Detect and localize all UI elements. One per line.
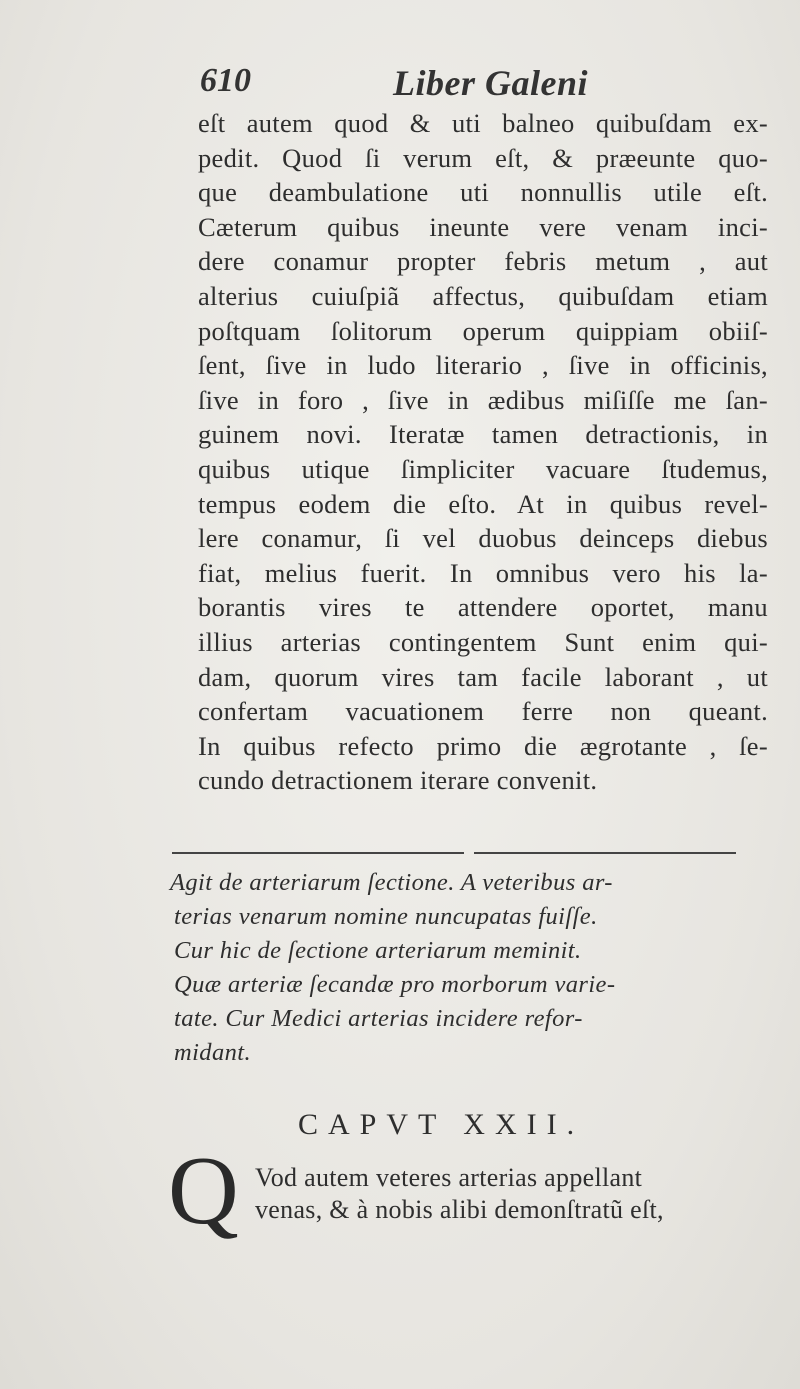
summary-line: Cur hic de ſectione arteriarum meminit. xyxy=(174,937,582,964)
page-number: 610 xyxy=(200,62,251,99)
chapter-summary xyxy=(170,866,755,1070)
text-line: confertam vacuationem ferre non queant. xyxy=(198,696,768,727)
text-line: borantis vires te attendere oportet, manu xyxy=(198,592,768,623)
text-line-last: cundo detractionem iterare convenit. xyxy=(198,765,598,796)
drop-cap: Q xyxy=(168,1137,239,1245)
summary-line: terias venarum nomine nuncupatas fuiſſe. xyxy=(174,903,598,930)
text-line: lere conamur, ſi vel duobus deinceps diebus xyxy=(198,523,768,554)
text-line: que deambulatione uti nonnullis utile eſt. xyxy=(198,177,768,208)
text-line: illius arterias contingentem Sunt enim qui- xyxy=(198,626,768,657)
text-line: ſive in foro , ſive in ædibus miſiſſe me ſan- xyxy=(198,384,768,415)
running-title: Liber Galeni xyxy=(393,63,588,103)
text-line: In quibus refecto primo die ægrotante , ſe- xyxy=(198,730,768,761)
text-line: quibus utique ſimpliciter vacuare ſtudemus, xyxy=(198,453,768,484)
chapter-heading: CAPVT XXII. xyxy=(298,1108,585,1141)
text-line: fiat, melius fuerit. In omnibus vero his la- xyxy=(198,557,768,588)
chapter-text-line: Vod autem veteres arterias appellant xyxy=(255,1163,643,1192)
main-text-block xyxy=(198,106,768,798)
text-line: guinem novi. Iteratæ tamen detractionis, in xyxy=(198,419,768,450)
text-line: poſtquam ſolitorum operum quippiam obiiſ- xyxy=(198,315,768,346)
chapter-text-block xyxy=(255,1162,795,1226)
text-line: pedit. Quod ſi verum eſt, & præeunte quo- xyxy=(198,142,768,173)
summary-line: Agit de arteriarum ſectione. A veteribus ar- xyxy=(170,869,613,896)
page-header xyxy=(188,62,648,106)
text-line: Cæterum quibus ineunte vere venam inci- xyxy=(198,211,768,242)
summary-line: tate. Cur Medici arterias incidere refor- xyxy=(174,1005,583,1032)
text-line: dere conamur propter febris metum , aut xyxy=(198,246,768,277)
text-line: alterius cuiuſpiã affectus, quibuſdam etiam xyxy=(198,280,768,311)
summary-line: midant. xyxy=(174,1039,251,1066)
chapter-text-line: venas, & à nobis alibi demonſtratũ eſt, xyxy=(255,1195,664,1224)
text-line: tempus eodem die eſto. At in quibus revel- xyxy=(198,488,768,519)
summary-line: Quæ arteriæ ſecandæ pro morborum varie- xyxy=(174,971,616,998)
text-line: eſt autem quod & uti balneo quibuſdam ex- xyxy=(198,108,768,138)
separator-rule-right xyxy=(474,852,736,854)
separator-rule-left xyxy=(172,852,464,854)
text-line: ſent, ſive in ludo literario , ſive in officinis, xyxy=(198,350,768,381)
text-line: dam, quorum vires tam facile laborant , ut xyxy=(198,661,768,692)
